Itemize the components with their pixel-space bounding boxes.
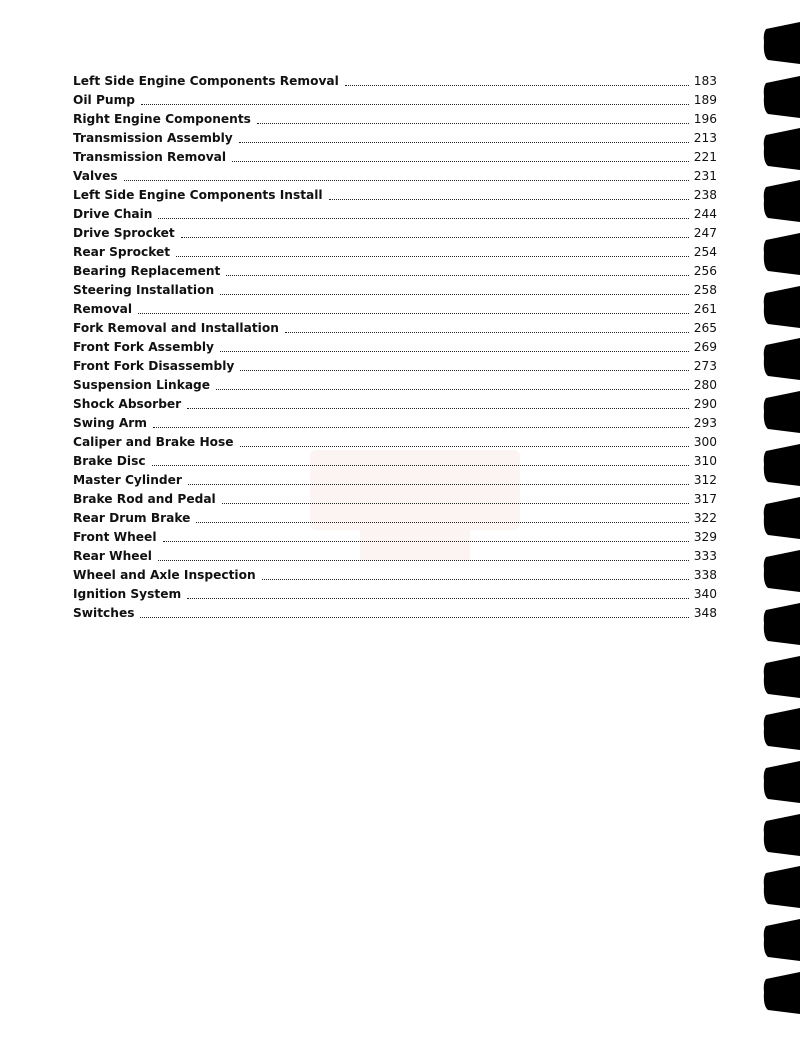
table-of-contents [73, 72, 717, 623]
toc-entry-title: Fork Removal and Installation [73, 321, 279, 335]
toc-entry-page: 254 [693, 245, 717, 259]
binding-hole [764, 180, 800, 222]
toc-entry-title: Drive Sprocket [73, 226, 175, 240]
toc-entry-title: Drive Chain [73, 207, 153, 221]
toc-entry-title: Front Wheel [73, 530, 157, 544]
dot-leader [216, 388, 689, 390]
toc-entry-page: 300 [693, 435, 717, 449]
dot-leader [220, 350, 689, 352]
toc-entry[interactable] [73, 243, 717, 262]
toc-entry-page: 189 [693, 93, 717, 107]
binding-hole [764, 444, 800, 486]
toc-entry-title: Suspension Linkage [73, 378, 211, 392]
toc-entry[interactable] [73, 414, 717, 433]
binding-hole [764, 656, 800, 698]
toc-entry[interactable] [73, 433, 717, 452]
toc-entry[interactable] [73, 91, 717, 110]
dot-leader [188, 483, 689, 485]
binding-hole [764, 286, 800, 328]
toc-entry[interactable] [73, 547, 717, 566]
binding-hole [764, 814, 800, 856]
dot-leader [181, 236, 689, 238]
toc-entry-page: 258 [693, 283, 717, 297]
dot-leader [158, 217, 689, 219]
toc-entry-title: Left Side Engine Components Install [73, 188, 323, 202]
dot-leader [187, 597, 689, 599]
toc-entry[interactable] [73, 205, 717, 224]
toc-entry-page: 290 [693, 397, 717, 411]
toc-entry[interactable] [73, 338, 717, 357]
binding-hole [764, 708, 800, 750]
toc-entry-title: Front Fork Disassembly [73, 359, 235, 373]
toc-entry[interactable] [73, 319, 717, 338]
dot-leader [329, 198, 689, 200]
dot-leader [285, 331, 689, 333]
toc-entry-page: 261 [693, 302, 717, 316]
dot-leader [140, 616, 689, 618]
toc-entry-title: Rear Wheel [73, 549, 152, 563]
toc-entry-title: Shock Absorber [73, 397, 182, 411]
toc-entry-page: 213 [693, 131, 717, 145]
dot-leader [222, 502, 689, 504]
toc-entry-page: 183 [693, 74, 717, 88]
dot-leader [220, 293, 689, 295]
toc-entry-page: 329 [693, 530, 717, 544]
binding-hole [764, 603, 800, 645]
binding-hole [764, 128, 800, 170]
toc-entry[interactable] [73, 72, 717, 91]
binding-hole [764, 972, 800, 1014]
dot-leader [232, 160, 689, 162]
toc-entry[interactable] [73, 129, 717, 148]
toc-entry[interactable] [73, 566, 717, 585]
toc-entry-page: 221 [693, 150, 717, 164]
toc-entry-page: 244 [693, 207, 717, 221]
toc-entry-title: Transmission Removal [73, 150, 227, 164]
toc-entry-title: Master Cylinder [73, 473, 182, 487]
toc-entry-page: 196 [693, 112, 717, 126]
toc-entry[interactable] [73, 490, 717, 509]
toc-entry-page: 312 [693, 473, 717, 487]
dot-leader [240, 369, 689, 371]
toc-entry-title: Ignition System [73, 587, 182, 601]
spiral-binding [752, 0, 800, 1037]
toc-entry-page: 256 [693, 264, 717, 278]
toc-entry-page: 280 [693, 378, 717, 392]
dot-leader [226, 274, 689, 276]
dot-leader [138, 312, 689, 314]
binding-hole [764, 22, 800, 64]
binding-hole [764, 550, 800, 592]
toc-entry[interactable] [73, 186, 717, 205]
dot-leader [176, 255, 689, 257]
toc-entry-title: Rear Drum Brake [73, 511, 191, 525]
dot-leader [163, 540, 689, 542]
toc-entry[interactable] [73, 509, 717, 528]
toc-entry-page: 317 [693, 492, 717, 506]
dot-leader [124, 179, 689, 181]
toc-entry-title: Swing Arm [73, 416, 147, 430]
toc-entry-page: 322 [693, 511, 717, 525]
dot-leader [196, 521, 689, 523]
toc-entry-page: 310 [693, 454, 717, 468]
toc-entry[interactable] [73, 376, 717, 395]
toc-entry[interactable] [73, 452, 717, 471]
binding-hole [764, 866, 800, 908]
toc-entry-title: Valves [73, 169, 118, 183]
binding-hole [764, 391, 800, 433]
dot-leader [187, 407, 689, 409]
binding-hole [764, 338, 800, 380]
toc-entry[interactable] [73, 604, 717, 623]
toc-entry-title: Removal [73, 302, 133, 316]
binding-hole [764, 497, 800, 539]
dot-leader [158, 559, 689, 561]
toc-entry-page: 338 [693, 568, 717, 582]
toc-entry-title: Caliper and Brake Hose [73, 435, 234, 449]
toc-entry[interactable] [73, 262, 717, 281]
toc-entry-page: 247 [693, 226, 717, 240]
toc-entry-title: Rear Sprocket [73, 245, 171, 259]
binding-hole [764, 76, 800, 118]
toc-entry-title: Bearing Replacement [73, 264, 221, 278]
toc-entry-title: Brake Rod and Pedal [73, 492, 216, 506]
toc-entry-page: 333 [693, 549, 717, 563]
dot-leader [345, 84, 689, 86]
toc-entry-page: 348 [693, 606, 717, 620]
binding-hole [764, 919, 800, 961]
toc-entry-page: 231 [693, 169, 717, 183]
dot-leader [152, 464, 689, 466]
toc-entry-page: 340 [693, 587, 717, 601]
toc-entry[interactable] [73, 167, 717, 186]
toc-entry-title: Transmission Assembly [73, 131, 233, 145]
toc-entry-title: Left Side Engine Components Removal [73, 74, 339, 88]
toc-entry-page: 293 [693, 416, 717, 430]
toc-entry[interactable] [73, 585, 717, 604]
toc-entry[interactable] [73, 471, 717, 490]
toc-entry[interactable] [73, 224, 717, 243]
toc-entry[interactable] [73, 148, 717, 167]
dot-leader [240, 445, 689, 447]
dot-leader [239, 141, 689, 143]
toc-entry-title: Oil Pump [73, 93, 135, 107]
toc-entry[interactable] [73, 110, 717, 129]
dot-leader [262, 578, 689, 580]
toc-entry-title: Brake Disc [73, 454, 146, 468]
toc-entry-title: Front Fork Assembly [73, 340, 214, 354]
toc-entry-page: 273 [693, 359, 717, 373]
toc-entry-title: Right Engine Components [73, 112, 251, 126]
toc-entry-title: Wheel and Axle Inspection [73, 568, 256, 582]
toc-entry-title: Steering Installation [73, 283, 215, 297]
toc-entry[interactable] [73, 528, 717, 547]
binding-hole [764, 233, 800, 275]
toc-entry[interactable] [73, 357, 717, 376]
dot-leader [257, 122, 689, 124]
dot-leader [153, 426, 689, 428]
toc-entry[interactable] [73, 281, 717, 300]
toc-entry[interactable] [73, 300, 717, 319]
dot-leader [141, 103, 689, 105]
binding-hole [764, 761, 800, 803]
toc-entry-page: 269 [693, 340, 717, 354]
toc-entry-title: Switches [73, 606, 135, 620]
toc-entry[interactable] [73, 395, 717, 414]
toc-entry-page: 265 [693, 321, 717, 335]
toc-entry-page: 238 [693, 188, 717, 202]
